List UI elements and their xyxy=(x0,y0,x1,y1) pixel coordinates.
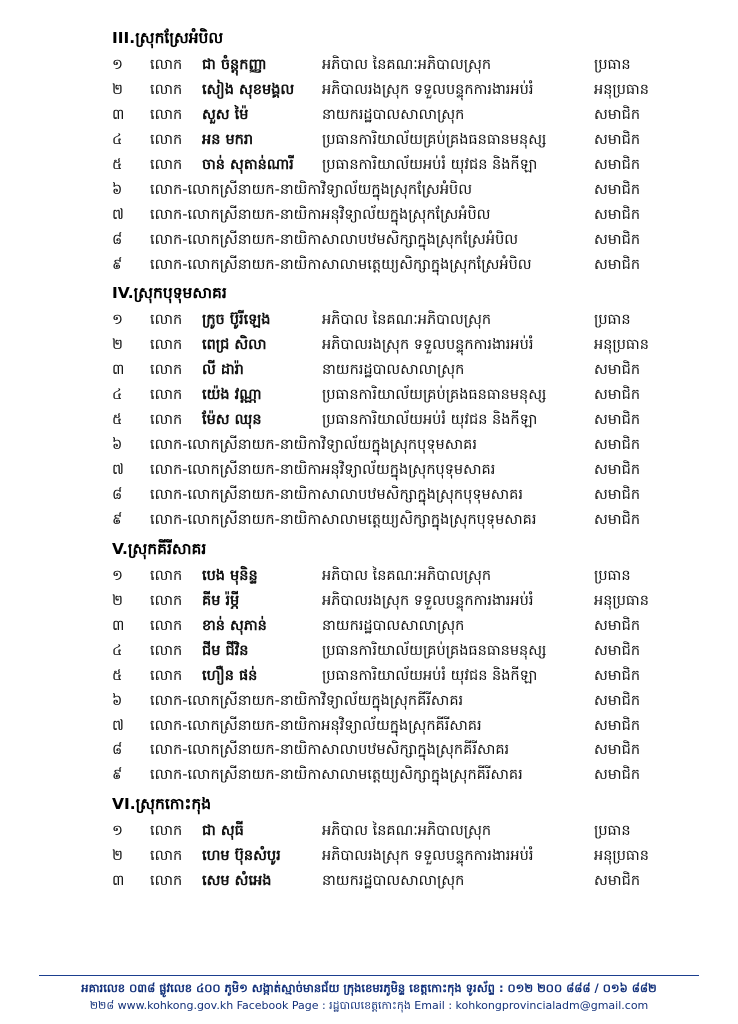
row-role: ប្រធាន xyxy=(594,57,631,73)
row-position: នាយករដ្ឋបាលសាលាស្រុក xyxy=(322,873,465,890)
row-honorific: លោក xyxy=(150,848,183,865)
row-number: ៤ xyxy=(112,131,123,148)
row-name: យ៉េង វណ្ណា xyxy=(202,387,262,404)
row-role: សមាជិក xyxy=(594,362,641,379)
row-position: ប្រធានការិយាល័យអប់រំ យុវជន និងកីឡា xyxy=(322,667,538,684)
row-role: សមាជិក xyxy=(594,742,641,759)
row-description: លោក-លោកស្រីនាយក-នាយិកាអនុវិទ្យាល័យក្នុងស្រុកស្រែអំបិល xyxy=(150,206,491,223)
row-number: ៣ xyxy=(112,106,125,123)
row-description: លោក-លោកស្រីនាយក-នាយិកាវិទ្យាល័យក្នុងស្រុកគីរីសាគរ xyxy=(150,692,464,709)
row-number: ៧ xyxy=(112,717,124,734)
section-heading: VI.ស្រុកកោះកុង xyxy=(112,795,212,814)
row-name: សេម សំអេង xyxy=(202,873,272,890)
row-description: លោក-លោកស្រីនាយក-នាយិកាសាលាមត្តេយ្យសិក្សាក្នុងស្រុកស្រែអំបិល xyxy=(150,256,532,273)
table-row xyxy=(40,333,698,358)
table-row xyxy=(40,228,698,253)
row-description: លោក-លោកស្រីនាយក-នាយិកាសាលាបឋមសិក្សាក្នុងស្រុកគីរីសាគរ xyxy=(150,742,510,759)
row-role: សមាជិក xyxy=(594,156,641,173)
row-position: អភិបាល នៃគណៈអភិបាលស្រុក xyxy=(322,823,492,840)
row-honorific: លោក xyxy=(150,156,183,173)
table-row xyxy=(40,844,698,869)
row-role: សមាជិក xyxy=(594,256,641,273)
row-honorific: លោក xyxy=(150,312,183,329)
row-name: អន មករា xyxy=(202,131,254,148)
row-number: ៤ xyxy=(112,642,123,659)
row-number: ៧ xyxy=(112,206,124,223)
footer-address-line: អគារលេខ ០៣៨ ផ្លូវលេខ ៤០០ ភូមិ១ សង្កាត់ស្មាច់មានជ័យ ក្រុងខេមរភូមិន្ទ ខេត្តកោះកុង ទូរស័ព្ទ : ០១២ ២០០ ៨៨៨ / ០១៦ ៨៨២ xyxy=(81,981,657,996)
row-role: សមាជិក xyxy=(594,873,641,890)
row-number: ២ xyxy=(112,337,123,354)
row-position: អភិបាល នៃគណៈអភិបាលស្រុក xyxy=(322,567,492,584)
row-number: ៩ xyxy=(112,511,123,528)
row-number: ២ xyxy=(112,848,123,865)
row-role: សមាជិក xyxy=(594,487,641,503)
row-name: សួស ម៉ៃ xyxy=(202,106,249,123)
row-number: ៤ xyxy=(112,387,123,404)
row-description: លោក-លោកស្រីនាយក-នាយិកាអនុវិទ្យាល័យក្នុងស្រុកបុទុមសាគរ xyxy=(150,462,496,479)
table-row xyxy=(40,664,698,689)
row-number: ៦ xyxy=(112,437,123,454)
row-position: អភិបាលរងស្រុក ទទួលបន្ទុកការងារអប់រំ xyxy=(322,337,534,354)
row-number: ៧ xyxy=(112,462,124,479)
row-role: សមាជិក xyxy=(594,231,641,248)
row-honorific: លោក xyxy=(150,592,183,609)
row-number: ១ xyxy=(112,567,123,584)
row-position: នាយករដ្ឋបាលសាលាស្រុក xyxy=(322,617,465,634)
row-position: អភិបាល នៃគណៈអភិបាលស្រុក xyxy=(322,312,492,329)
table-row xyxy=(40,738,698,763)
row-number: ៣ xyxy=(112,617,125,634)
row-number: ១ xyxy=(112,312,123,329)
row-honorific: លោក xyxy=(150,617,183,634)
table-row xyxy=(40,589,698,614)
row-role: សមាជិក xyxy=(594,181,641,198)
row-role: អនុប្រធាន xyxy=(594,592,649,609)
row-honorific: លោក xyxy=(150,106,183,123)
row-role: សមាជិក xyxy=(594,131,641,148)
row-honorific: លោក xyxy=(150,567,183,584)
row-name: ជីម ជីវិន xyxy=(202,642,249,659)
table-row xyxy=(40,458,698,483)
row-honorific: លោក xyxy=(150,642,183,659)
row-honorific: លោក xyxy=(150,387,183,404)
row-name: បេង មុនិន្ទ xyxy=(202,567,258,584)
row-number: ៥ xyxy=(112,667,123,684)
row-number: ៨ xyxy=(112,742,123,759)
row-name: ម៉ែស ឈុន xyxy=(202,412,262,429)
table-row xyxy=(40,78,698,103)
row-role: សមាជិក xyxy=(594,617,641,634)
row-number: ៩ xyxy=(112,767,123,784)
section-heading: III.ស្រុកស្រែអំបិល xyxy=(112,29,224,47)
row-role: សមាជិក xyxy=(594,387,641,404)
row-description: លោក-លោកស្រីនាយក-នាយិកាវិទ្យាល័យក្នុងស្រុកស្រែអំបិល xyxy=(150,181,473,198)
row-position: នាយករដ្ឋបាលសាលាស្រុក xyxy=(322,362,465,379)
section-heading: V.ស្រុកគីរីសាគរ xyxy=(112,539,207,558)
row-name: ជា សុធី xyxy=(202,823,244,840)
row-description: លោក-លោកស្រីនាយក-នាយិកាអនុវិទ្យាល័យក្នុងស្រុកគីរីសាគរ xyxy=(150,717,482,734)
section-srok-sre-ambel xyxy=(40,28,698,277)
row-position: ប្រធានការិយាល័យអប់រំ យុវជន និងកីឡា xyxy=(322,412,538,429)
row-role: សមាជិក xyxy=(594,206,641,223)
row-number: ១ xyxy=(112,57,123,73)
row-role: សមាជិក xyxy=(594,667,641,684)
row-number: ២ xyxy=(112,81,123,98)
table-row xyxy=(40,483,698,508)
row-honorific: លោក xyxy=(150,667,183,684)
section-srok-koh-kong xyxy=(40,794,698,894)
row-role: អនុប្រធាន xyxy=(594,81,649,98)
row-honorific: លោក xyxy=(150,57,183,73)
table-row xyxy=(40,819,698,844)
row-role: សមាជិក xyxy=(594,717,641,734)
table-row xyxy=(40,508,698,533)
table-row xyxy=(40,564,698,589)
row-description: លោក-លោកស្រីនាយក-នាយិកាសាលាមត្តេយ្យសិក្សាក្នុងស្រុកគីរីសាគរ xyxy=(150,767,523,784)
section-srok-botum-sakor xyxy=(40,283,698,532)
table-row xyxy=(40,383,698,408)
row-number: ៨ xyxy=(112,487,123,503)
row-honorific: លោក xyxy=(150,362,183,379)
row-number: ៥ xyxy=(112,156,123,173)
table-row xyxy=(40,869,698,894)
row-role: សមាជិក xyxy=(594,511,641,528)
row-position: ប្រធានការិយាល័យគ្រប់គ្រងធនធានមនុស្ស xyxy=(322,387,547,404)
row-position: ប្រធានការិយាល័យអប់រំ យុវជន និងកីឡា xyxy=(322,156,538,173)
table-row xyxy=(40,153,698,178)
row-position: អភិបាលរងស្រុក ទទួលបន្ទុកការងារអប់រំ xyxy=(322,848,534,865)
row-name: ហឿន ផន់ xyxy=(202,667,258,684)
row-role: សមាជិក xyxy=(594,437,641,454)
row-position: ប្រធានការិយាល័យគ្រប់គ្រងធនធានមនុស្ស xyxy=(322,131,547,148)
table-row xyxy=(40,614,698,639)
page-footer xyxy=(0,975,738,1014)
row-description: លោក-លោកស្រីនាយក-នាយិកាវិទ្យាល័យក្នុងស្រុកបុទុមសាគរ xyxy=(150,437,477,454)
row-name: លី ដារ៉ា xyxy=(202,362,244,379)
row-number: ៦ xyxy=(112,692,123,709)
row-role: ប្រធាន xyxy=(594,567,631,584)
row-honorific: លោក xyxy=(150,873,183,890)
row-role: សមាជិក xyxy=(594,412,641,429)
row-role: អនុប្រធាន xyxy=(594,848,649,865)
row-position: ប្រធានការិយាល័យគ្រប់គ្រងធនធានមនុស្ស xyxy=(322,642,547,659)
table-row xyxy=(40,53,698,78)
row-name: សៀង សុខមង្គល xyxy=(202,81,295,98)
row-number: ៥ xyxy=(112,412,123,429)
row-name: ក្រូច ប៊ូរីឡេង xyxy=(202,312,271,329)
row-name: ហេម ប៊ុនសំបូរ xyxy=(202,848,281,865)
table-row xyxy=(40,433,698,458)
table-row xyxy=(40,128,698,153)
table-row xyxy=(40,308,698,333)
row-description: លោក-លោកស្រីនាយក-នាយិកាសាលាមត្តេយ្យសិក្សាក្នុងស្រុកបុទុមសាគរ xyxy=(150,511,537,528)
footer-divider xyxy=(39,975,699,976)
row-role: ប្រធាន xyxy=(594,823,631,840)
row-role: សមាជិក xyxy=(594,462,641,479)
table-row xyxy=(40,203,698,228)
row-description: លោក-លោកស្រីនាយក-នាយិកាសាលាបឋមសិក្សាក្នុងស្រុកបុទុមសាគរ xyxy=(150,487,523,503)
row-role: សមាជិក xyxy=(594,642,641,659)
row-number: ២ xyxy=(112,592,123,609)
row-role: សមាជិក xyxy=(594,692,641,709)
row-number: ៦ xyxy=(112,181,123,198)
row-number: ៨ xyxy=(112,231,123,248)
sections-container xyxy=(40,28,698,894)
row-honorific: លោក xyxy=(150,131,183,148)
table-row xyxy=(40,253,698,278)
row-name: ជា ចំន្តុកញ្ញា xyxy=(202,57,267,73)
row-role: សមាជិក xyxy=(594,106,641,123)
row-role: អនុប្រធាន xyxy=(594,337,649,354)
row-name: ខាន់ សុភាន់ xyxy=(202,617,267,634)
row-position: អភិបាល នៃគណៈអភិបាលស្រុក xyxy=(322,57,492,73)
table-row xyxy=(40,103,698,128)
table-row xyxy=(40,408,698,433)
row-honorific: លោក xyxy=(150,337,183,354)
table-row xyxy=(40,689,698,714)
section-srok-kiri-sakor xyxy=(40,539,698,788)
row-role: ប្រធាន xyxy=(594,312,631,329)
table-row xyxy=(40,639,698,664)
table-row xyxy=(40,763,698,788)
row-honorific: លោក xyxy=(150,823,183,840)
row-number: ៩ xyxy=(112,256,123,273)
footer-contact-line: ២២៨ www.kohkong.gov.kh Facebook Page : រដ្ឋបាលខេត្តកោះកុង Email : kohkongprovincialadm@gmail.com xyxy=(89,998,649,1012)
row-description: លោក-លោកស្រីនាយក-នាយិកាសាលាបឋមសិក្សាក្នុងស្រុកស្រែអំបិល xyxy=(150,231,519,248)
row-position: អភិបាលរងស្រុក ទទួលបន្ទុកការងារអប់រំ xyxy=(322,592,534,609)
row-name: ពេជ្រ សិលា xyxy=(202,337,267,354)
row-number: ៣ xyxy=(112,362,125,379)
row-position: នាយករដ្ឋបាលសាលាស្រុក xyxy=(322,106,465,123)
row-honorific: លោក xyxy=(150,81,183,98)
row-honorific: លោក xyxy=(150,412,183,429)
section-heading: IV.ស្រុកបុទុមសាគរ xyxy=(112,284,227,303)
table-row xyxy=(40,178,698,203)
row-role: សមាជិក xyxy=(594,767,641,784)
row-number: ១ xyxy=(112,823,123,840)
table-row xyxy=(40,714,698,739)
row-position: អភិបាលរងស្រុក ទទួលបន្ទុកការងារអប់រំ xyxy=(322,81,534,98)
row-number: ៣ xyxy=(112,873,125,890)
table-row xyxy=(40,358,698,383)
row-name: ចាន់ សុតាន់ណារី xyxy=(202,156,294,173)
row-name: គីម រ៉ម្ភី xyxy=(202,592,240,609)
